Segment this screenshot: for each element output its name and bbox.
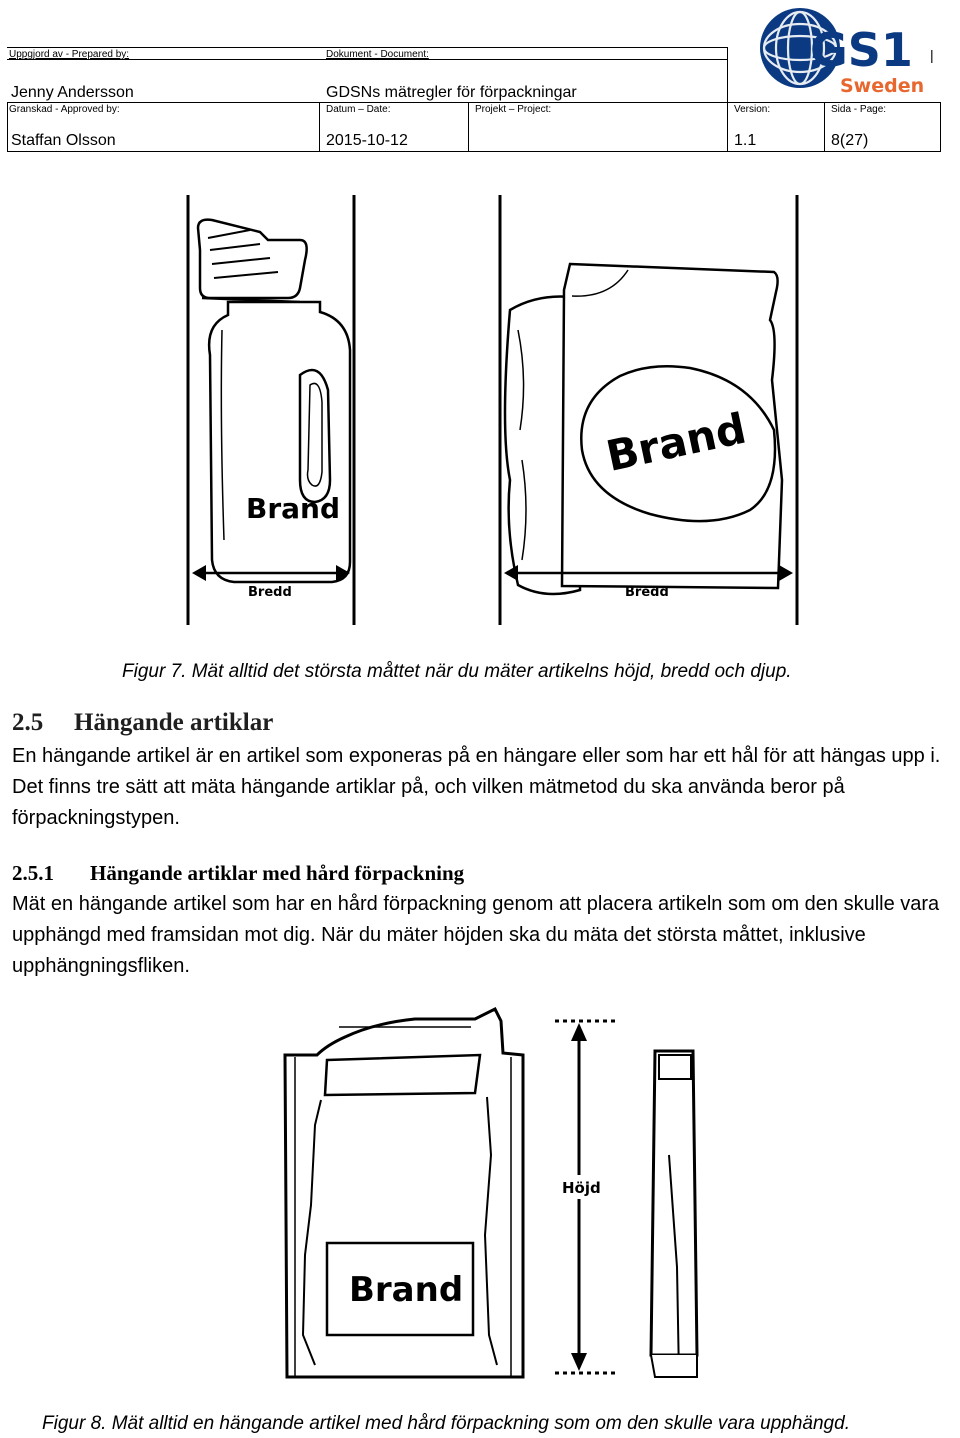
figure7-caption: Figur 7. Mät alltid det största måttet när du mäter artikelns höjd, bredd och djup. xyxy=(122,661,792,682)
version-label: Version: xyxy=(734,104,771,115)
bottle-brand-label: Brand xyxy=(246,492,341,525)
approved-by-label: Granskad - Approved by: xyxy=(9,104,120,115)
detergent-bottle xyxy=(198,220,350,582)
section-2-5-1-title: Hängande artiklar med hård förpackning xyxy=(90,861,465,885)
section-2-5-1-paragraph: Mät en hängande artikel som har en hård förpackning genom att placera artikeln som om den skulle vara upphängd med framsidan mot dig. När du mäter höjden ska du mäta det största måttet, inklusive upphängningsfliken. xyxy=(12,893,940,977)
hard-package-front xyxy=(285,1009,523,1377)
document-label: Dokument - Document: xyxy=(326,49,429,60)
bag-brand-label: Brand xyxy=(602,403,751,481)
height-label: Höjd xyxy=(562,1179,601,1197)
sweden-wordmark: Sweden xyxy=(840,75,925,97)
section-2-5-number: 2.5 xyxy=(12,709,44,736)
section-2-5-heading xyxy=(12,708,273,738)
page-label: Sida - Page: xyxy=(831,104,887,115)
figure8-caption: Figur 8. Mät alltid en hängande artikel med hård förpackning som om den skulle vara upphängd. xyxy=(42,1413,850,1434)
section-2-5-paragraph: En hängande artikel är en artikel som exponeras på en hängare eller som har ett hål för att hängas upp i. Det finns tre sätt att mäta hängande artiklar på, och vilken mätmetod du ska använda beror på förpackningstypen. xyxy=(12,745,941,829)
date-label: Datum – Date: xyxy=(326,104,391,115)
prepared-by-value: Jenny Andersson xyxy=(11,84,134,101)
document-title: GDSNs mätregler för förpackningar xyxy=(326,84,577,101)
project-label: Projekt – Project: xyxy=(475,104,552,115)
approved-by-value: Staffan Olsson xyxy=(11,132,116,149)
stray-mark: | xyxy=(930,47,934,63)
gs1-wordmark: GS1 xyxy=(810,23,913,77)
hard-package-side xyxy=(651,1051,697,1377)
figure8-illustration xyxy=(275,1005,725,1390)
page-value: 8(27) xyxy=(831,132,869,149)
width-label-left: Bredd xyxy=(248,585,292,600)
gs1-sweden-logo xyxy=(752,2,925,100)
height-arrow xyxy=(555,1021,615,1373)
section-2-5-1-number: 2.5.1 xyxy=(12,861,54,885)
date-value: 2015-10-12 xyxy=(326,132,408,149)
version-value: 1.1 xyxy=(734,132,757,149)
prepared-by-label: Uppgjord av - Prepared by: xyxy=(9,49,130,60)
section-2-5-1-heading xyxy=(12,860,464,886)
figure7-illustration xyxy=(150,180,840,630)
width-label-right: Bredd xyxy=(625,585,669,600)
package-brand-label: Brand xyxy=(349,1270,464,1310)
section-2-5-title: Hängande artiklar xyxy=(74,709,274,736)
